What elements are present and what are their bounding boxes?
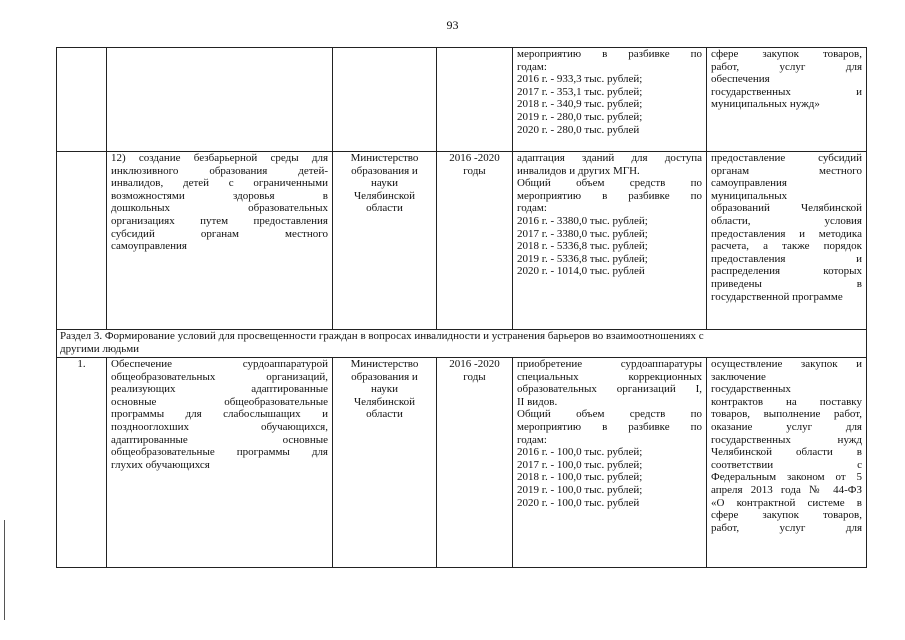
text-line: образований Челябинской [711,202,862,215]
scan-margin-line [4,520,5,620]
text-line: 2017 г. - 3380,0 тыс. рублей; [517,227,648,240]
text-line: 2017 г. - 353,1 тыс. рублей; [517,85,643,98]
text-line: 2016 г. - 100,0 тыс. рублей; [517,446,643,459]
text-line: Общий объем средств по [517,408,702,421]
number-cell [57,358,107,568]
table-row-measure-1 [57,358,867,568]
text-line: адаптация зданий для доступа [517,152,702,164]
text-line: годам: [517,202,547,215]
period-text: 2016 -2020 годы [449,152,500,177]
text-line: инклюзивного образования детей- [111,164,328,177]
text-line: глухих обучающихся [111,458,210,471]
section-title-line: Раздел 3. Формирование условий для просвещенности граждан в вопросах инвалидности и устранения барьеров во взаимоотношениях с [60,330,704,342]
text-line: государственной программе [711,290,843,303]
text-line: оказание услуг для [711,420,862,433]
executor-cell [333,358,437,568]
text-line: общеобразовательные программы для [111,446,328,459]
text-line: 2018 г. - 100,0 тыс. рублей; [517,471,643,484]
text-line: «О контрактной системе в [711,496,862,509]
period-cell [437,152,513,330]
text-line: предоставление субсидий [711,152,862,164]
text-line: 2018 г. - 340,9 тыс. рублей; [517,98,643,111]
text-line: распределения которых [711,265,862,278]
text-line: науки [371,383,398,396]
text-line: приобретение сурдоаппаратуры [517,358,702,370]
text-line: мероприятию в разбивке по [517,48,702,60]
text-line: 2016 г. - 3380,0 тыс. рублей; [517,214,648,227]
text-line: 2020 г. - 1014,0 тыс. рублей [517,265,645,278]
text-line: органам местного [711,164,862,177]
executor-cell [333,152,437,330]
text-line: сфере закупок товаров, [711,509,862,522]
number-cell [57,152,107,330]
text-line: приведены в [711,277,862,290]
text-line: расчета, а также порядок [711,240,862,253]
text-line: 2019 г. - 280,0 тыс. рублей; [517,110,643,123]
mechanism-cell [707,152,867,330]
text-line: дошкольных образовательных [111,202,328,215]
text-line: 2019 г. - 100,0 тыс. рублей; [517,483,643,496]
measure-name-cell [107,48,333,152]
page-number: 93 [446,18,459,32]
period-cell [437,48,513,152]
text-line: 2019 г. - 5336,8 тыс. рублей; [517,252,648,265]
text-line: программы для слабослышащих и [111,408,328,421]
text-line: инвалидов и других МГН. [517,164,640,177]
measure-content-cell [513,152,707,330]
text-line: товаров, выполнение работ, [711,408,862,421]
mechanism-cell [707,358,867,568]
text-line: самоуправления [711,177,787,190]
text-line: организациях путем предоставления [111,214,328,227]
text-line: государственных и [711,85,862,98]
text-line: муниципальных нужд» [711,98,820,111]
text-line: государственных [711,383,791,396]
measure-name-cell [107,152,333,330]
text-line: Челябинской области в [711,446,862,459]
text-line: общеобразовательных организаций, [111,370,328,383]
text-line: науки [371,177,398,190]
text-line: 2020 г. - 100,0 тыс. рублей [517,496,640,509]
text-line: предоставления и [711,252,862,265]
table-row-continuation [57,48,867,152]
table-row-measure-12 [57,152,867,330]
text-line: соответствии с [711,458,862,471]
section-title-cell [57,330,867,358]
text-line: 12) создание безбарьерной среды для [111,152,328,164]
period-text: 2016 -2020 годы [449,358,500,383]
text-line: обеспечения [711,73,770,86]
text-line: контрактов на поставку [711,395,862,408]
text-line: образования и [351,164,418,177]
text-line: области, условия [711,214,862,227]
executor-cell [333,48,437,152]
text-line: Общий объем средств по [517,177,702,190]
text-line: годам: [517,433,547,446]
text-line: Обеспечение сурдоаппаратурой [111,358,328,370]
text-line: 2020 г. - 280,0 тыс. рублей [517,123,640,136]
text-line: Челябинской [353,395,415,408]
text-line: годам: [517,60,547,73]
text-line: работ, услуг для [711,60,862,73]
text-line: позднооглохших обучающихся, [111,420,328,433]
text-line: 2018 г. - 5336,8 тыс. рублей; [517,240,648,253]
text-line: самоуправления [111,240,187,253]
text-line: Министерство [350,152,419,164]
text-line: образования и [351,370,418,383]
text-line: возможностями здоровья в [111,189,328,202]
text-line: субсидий органам местного [111,227,328,240]
text-line: Челябинской [353,189,415,202]
text-line: инвалидов, детей с ограниченными [111,177,328,190]
row-number: 1. [77,358,86,370]
section-header-row [57,330,867,358]
text-line: муниципальных [711,189,788,202]
measure-content-cell [513,358,707,568]
text-line: предоставления и методика [711,227,862,240]
text-line: II видов. [517,395,558,408]
text-line: основные общеобразовательные [111,395,328,408]
measure-content-cell [513,48,707,152]
number-cell [57,48,107,152]
text-line: мероприятию в разбивке по [517,420,702,433]
text-line: заключение [711,370,766,383]
text-line: государственных нужд [711,433,862,446]
program-table [56,47,867,568]
text-line: области [366,408,403,421]
text-line: мероприятию в разбивке по [517,189,702,202]
text-line: осуществление закупок и [711,358,862,370]
text-line: области [366,202,403,215]
text-line: работ, услуг для [711,521,862,534]
text-line: 2017 г. - 100,0 тыс. рублей; [517,458,643,471]
mechanism-cell [707,48,867,152]
text-line: Министерство [350,358,419,370]
text-line: Федеральным законом от 5 [711,471,862,484]
text-line: реализующих адаптированные [111,383,328,396]
text-line: образовательных организаций I, [517,383,702,396]
text-line: адаптированные основные [111,433,328,446]
text-line: апреля 2013 года № 44-ФЗ [711,483,862,496]
section-title-line: другими людьми [60,342,140,355]
period-cell [437,358,513,568]
text-line: специальных коррекционных [517,370,702,383]
text-line: 2016 г. - 933,3 тыс. рублей; [517,73,643,86]
measure-name-cell [107,358,333,568]
text-line: сфере закупок товаров, [711,48,862,60]
